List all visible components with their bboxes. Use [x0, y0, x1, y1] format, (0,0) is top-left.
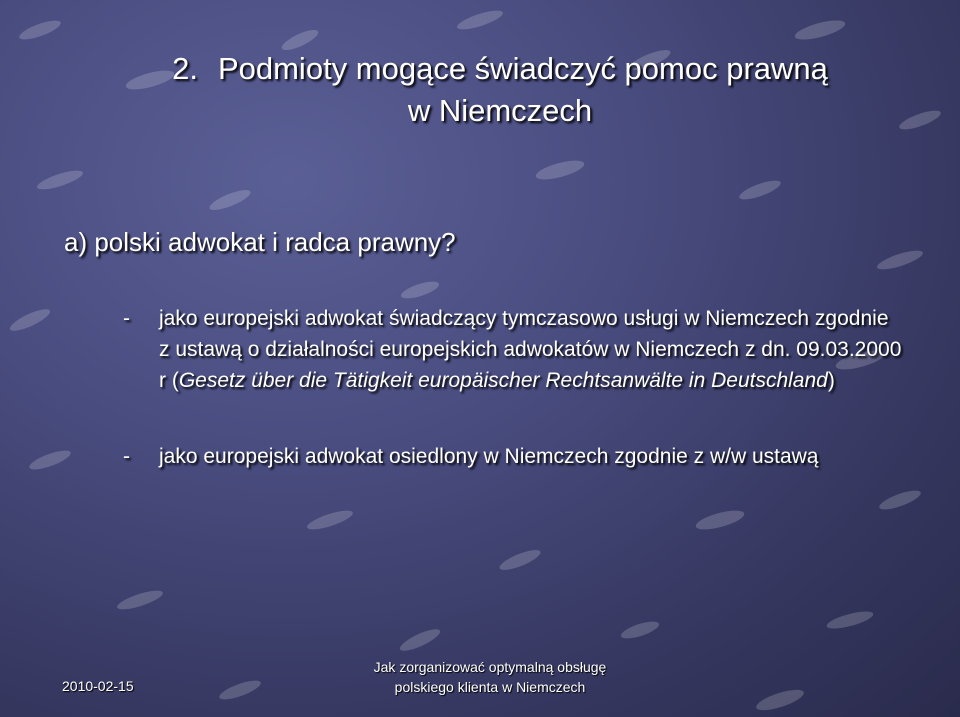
slide-title-text: Podmioty mogące świadczyć pomoc prawną [217, 51, 828, 86]
footer-caption [300, 657, 680, 697]
bullet-text-plain-end: ) [827, 369, 835, 392]
bullet-dash: - [123, 307, 130, 330]
footer-caption-line2: polskiego klienta w Niemczech [394, 679, 586, 695]
footer-caption-line1: Jak zorganizować optymalną obsługę [373, 659, 607, 675]
bullet-text-italic: Gesetz über die Tätigkeit europäischer Rechtsanwälte in Deutschland [178, 369, 828, 392]
bullet-text-plain: jako europejski adwokat świadczący tymczasowo usługi w Niemczech zgodnie z ustawą o działalności europejskich adwokatów w Niemczech z dn. 09.03.2000 r ( [159, 307, 902, 392]
bullet-text: jako europejski adwokat osiedlony w Niemczech zgodnie z w/w ustawą [159, 445, 819, 468]
bullet-dash: - [123, 445, 130, 468]
footer-date: 2010-02-15 [62, 678, 134, 694]
slide-title-line1 [90, 48, 910, 90]
slide-title-line2: w Niemczech [407, 93, 593, 128]
bullet-text [159, 303, 904, 396]
section-heading: a) polski adwokat i radca prawny? [64, 227, 456, 257]
slide-title [90, 48, 910, 132]
slide-title-number: 2. [172, 51, 198, 86]
